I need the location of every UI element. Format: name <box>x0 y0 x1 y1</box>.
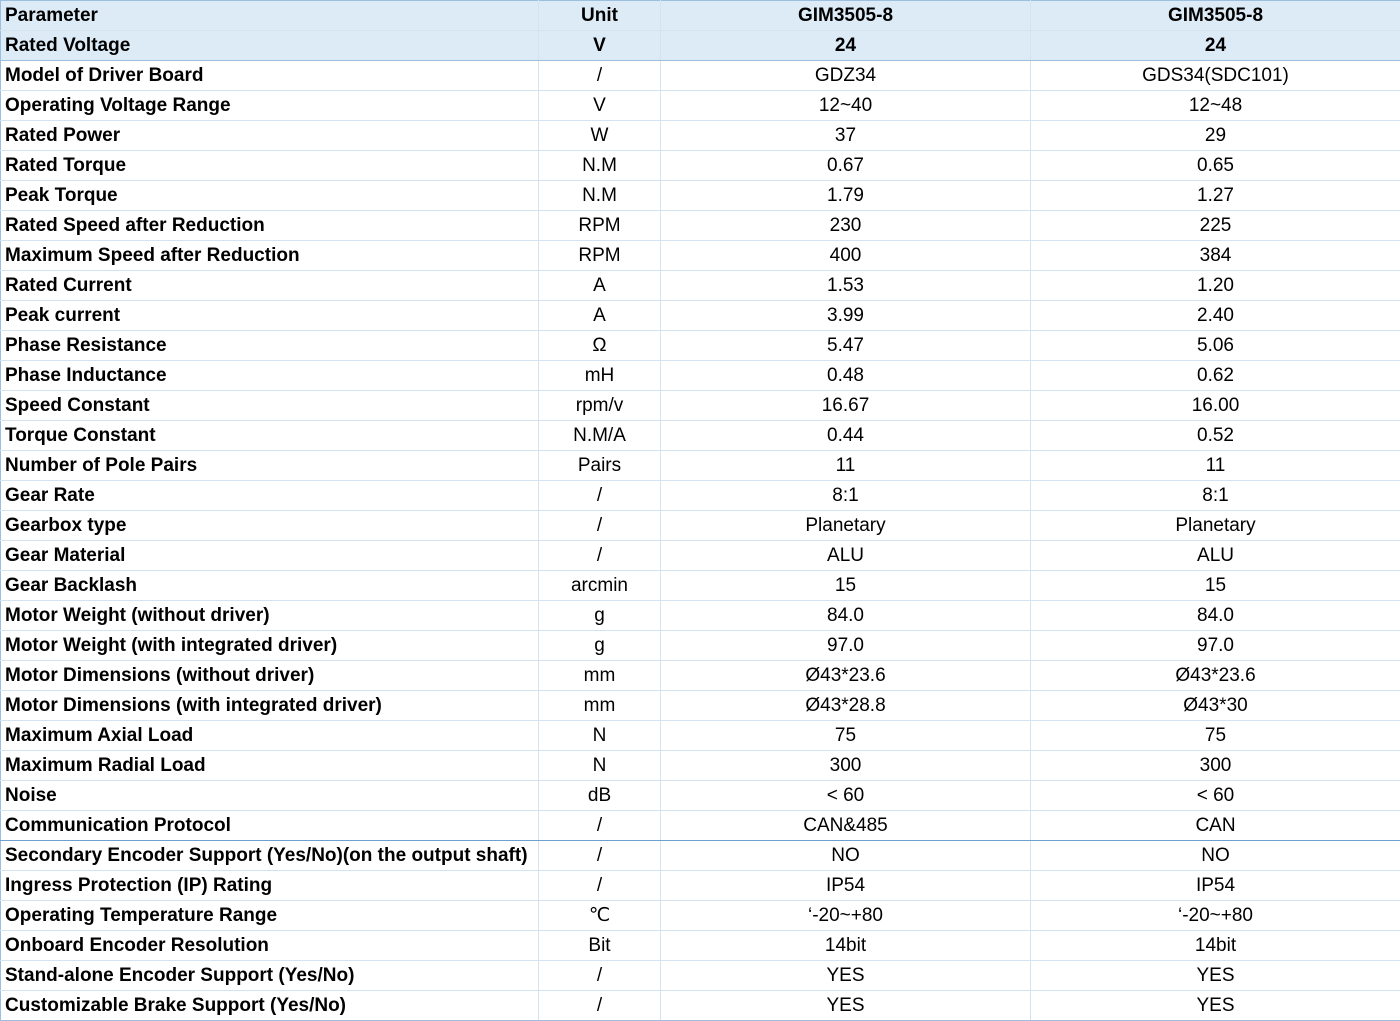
param-cell: Ingress Protection (IP) Rating <box>1 871 539 901</box>
header-unit: Unit <box>539 1 661 31</box>
model-2-value-cell: Ø43*23.6 <box>1031 661 1400 691</box>
model-2-value-cell: 1.20 <box>1031 271 1400 301</box>
model-2-value-cell: Planetary <box>1031 511 1400 541</box>
header-rated-voltage-model-2: 24 <box>1031 31 1400 61</box>
table-row <box>1 361 1400 391</box>
unit-cell: Pairs <box>539 451 661 481</box>
model-1-value-cell: 1.53 <box>661 271 1031 301</box>
unit-cell: W <box>539 121 661 151</box>
table-row <box>1 511 1400 541</box>
unit-cell: N <box>539 751 661 781</box>
model-1-value-cell: 12~40 <box>661 91 1031 121</box>
model-2-value-cell: 225 <box>1031 211 1400 241</box>
model-2-value-cell: 84.0 <box>1031 601 1400 631</box>
header-row-rated-voltage <box>1 31 1400 61</box>
model-1-value-cell: 11 <box>661 451 1031 481</box>
unit-cell: RPM <box>539 211 661 241</box>
table-row <box>1 781 1400 811</box>
model-1-value-cell: Ø43*23.6 <box>661 661 1031 691</box>
table-row <box>1 391 1400 421</box>
model-1-value-cell: 0.67 <box>661 151 1031 181</box>
model-1-value-cell: Ø43*28.8 <box>661 691 1031 721</box>
model-2-value-cell: YES <box>1031 991 1400 1021</box>
header-row <box>1 1 1400 31</box>
unit-cell: / <box>539 841 661 871</box>
table-row <box>1 631 1400 661</box>
unit-cell: / <box>539 871 661 901</box>
model-2-value-cell: IP54 <box>1031 871 1400 901</box>
param-cell: Maximum Speed after Reduction <box>1 241 539 271</box>
model-1-value-cell: 15 <box>661 571 1031 601</box>
param-cell: Customizable Brake Support (Yes/No) <box>1 991 539 1021</box>
model-2-value-cell: NO <box>1031 841 1400 871</box>
unit-cell: dB <box>539 781 661 811</box>
param-cell: Maximum Radial Load <box>1 751 539 781</box>
model-1-value-cell: 16.67 <box>661 391 1031 421</box>
param-cell: Rated Current <box>1 271 539 301</box>
model-2-value-cell: 300 <box>1031 751 1400 781</box>
table-row <box>1 961 1400 991</box>
model-1-value-cell: NO <box>661 841 1031 871</box>
model-2-value-cell: CAN <box>1031 811 1400 841</box>
param-cell: Rated Torque <box>1 151 539 181</box>
unit-cell: A <box>539 301 661 331</box>
param-cell: Torque Constant <box>1 421 539 451</box>
unit-cell: / <box>539 61 661 91</box>
table-row <box>1 181 1400 211</box>
unit-cell: Ω <box>539 331 661 361</box>
model-2-value-cell: 12~48 <box>1031 91 1400 121</box>
model-2-value-cell: YES <box>1031 961 1400 991</box>
param-cell: Number of Pole Pairs <box>1 451 539 481</box>
model-1-value-cell: ALU <box>661 541 1031 571</box>
param-cell: Motor Dimensions (with integrated driver) <box>1 691 539 721</box>
model-1-value-cell: 0.44 <box>661 421 1031 451</box>
model-1-value-cell: CAN&485 <box>661 811 1031 841</box>
model-1-value-cell: Planetary <box>661 511 1031 541</box>
model-2-value-cell: 0.65 <box>1031 151 1400 181</box>
param-cell: Operating Voltage Range <box>1 91 539 121</box>
table-row <box>1 121 1400 151</box>
param-cell: Peak Torque <box>1 181 539 211</box>
param-cell: Gear Rate <box>1 481 539 511</box>
model-1-value-cell: 37 <box>661 121 1031 151</box>
unit-cell: RPM <box>539 241 661 271</box>
param-cell: Phase Resistance <box>1 331 539 361</box>
table-row <box>1 991 1400 1021</box>
unit-cell: / <box>539 511 661 541</box>
param-cell: Motor Weight (without driver) <box>1 601 539 631</box>
model-1-value-cell: 400 <box>661 241 1031 271</box>
table-row <box>1 331 1400 361</box>
param-cell: Onboard Encoder Resolution <box>1 931 539 961</box>
param-cell: Rated Power <box>1 121 539 151</box>
model-1-value-cell: 75 <box>661 721 1031 751</box>
unit-cell: N.M <box>539 181 661 211</box>
table-row <box>1 871 1400 901</box>
model-1-value-cell: 14bit <box>661 931 1031 961</box>
model-1-value-cell: ‘-20~+80 <box>661 901 1031 931</box>
model-1-value-cell: YES <box>661 961 1031 991</box>
table-row <box>1 721 1400 751</box>
unit-cell: / <box>539 481 661 511</box>
header-model-1: GIM3505-8 <box>661 1 1031 31</box>
table-row <box>1 751 1400 781</box>
unit-cell: Bit <box>539 931 661 961</box>
model-2-value-cell: 2.40 <box>1031 301 1400 331</box>
table-row <box>1 481 1400 511</box>
unit-cell: mm <box>539 691 661 721</box>
model-2-value-cell: 97.0 <box>1031 631 1400 661</box>
param-cell: Motor Dimensions (without driver) <box>1 661 539 691</box>
model-2-value-cell: 14bit <box>1031 931 1400 961</box>
param-cell: Speed Constant <box>1 391 539 421</box>
unit-cell: / <box>539 541 661 571</box>
unit-cell: A <box>539 271 661 301</box>
model-1-value-cell: 3.99 <box>661 301 1031 331</box>
unit-cell: mH <box>539 361 661 391</box>
param-cell: Maximum Axial Load <box>1 721 539 751</box>
model-2-value-cell: Ø43*30 <box>1031 691 1400 721</box>
param-cell: Secondary Encoder Support (Yes/No)(on the output shaft) <box>1 841 539 871</box>
header-model-2: GIM3505-8 <box>1031 1 1400 31</box>
param-cell: Gear Backlash <box>1 571 539 601</box>
model-2-value-cell: < 60 <box>1031 781 1400 811</box>
model-1-value-cell: 8:1 <box>661 481 1031 511</box>
table-row <box>1 61 1400 91</box>
model-1-value-cell: 0.48 <box>661 361 1031 391</box>
table-row <box>1 931 1400 961</box>
unit-cell: N.M <box>539 151 661 181</box>
model-2-value-cell: 0.62 <box>1031 361 1400 391</box>
model-1-value-cell: 1.79 <box>661 181 1031 211</box>
table-row <box>1 421 1400 451</box>
model-2-value-cell: 1.27 <box>1031 181 1400 211</box>
header-rated-voltage-unit: V <box>539 31 661 61</box>
table-row <box>1 301 1400 331</box>
model-2-value-cell: 15 <box>1031 571 1400 601</box>
model-2-value-cell: 29 <box>1031 121 1400 151</box>
table-row <box>1 691 1400 721</box>
model-2-value-cell: 11 <box>1031 451 1400 481</box>
param-cell: Phase Inductance <box>1 361 539 391</box>
param-cell: Rated Speed after Reduction <box>1 211 539 241</box>
header-parameter: Parameter <box>1 1 539 31</box>
model-1-value-cell: YES <box>661 991 1031 1021</box>
table-row <box>1 241 1400 271</box>
unit-cell: N <box>539 721 661 751</box>
table-row <box>1 211 1400 241</box>
table-row <box>1 151 1400 181</box>
table-row <box>1 91 1400 121</box>
unit-cell: ℃ <box>539 901 661 931</box>
param-cell: Communication Protocol <box>1 811 539 841</box>
unit-cell: V <box>539 91 661 121</box>
param-cell: Gearbox type <box>1 511 539 541</box>
model-1-value-cell: 97.0 <box>661 631 1031 661</box>
model-1-value-cell: IP54 <box>661 871 1031 901</box>
unit-cell: g <box>539 601 661 631</box>
model-2-value-cell: 75 <box>1031 721 1400 751</box>
model-2-value-cell: 5.06 <box>1031 331 1400 361</box>
table-row <box>1 271 1400 301</box>
param-cell: Motor Weight (with integrated driver) <box>1 631 539 661</box>
model-1-value-cell: GDZ34 <box>661 61 1031 91</box>
model-2-value-cell: 16.00 <box>1031 391 1400 421</box>
table-row <box>1 571 1400 601</box>
model-1-value-cell: < 60 <box>661 781 1031 811</box>
model-1-value-cell: 5.47 <box>661 331 1031 361</box>
param-cell: Operating Temperature Range <box>1 901 539 931</box>
table-row <box>1 811 1400 841</box>
model-2-value-cell: ‘-20~+80 <box>1031 901 1400 931</box>
header-rated-voltage-label: Rated Voltage <box>1 31 539 61</box>
model-2-value-cell: ALU <box>1031 541 1400 571</box>
param-cell: Model of Driver Board <box>1 61 539 91</box>
spec-table-body <box>1 61 1400 1021</box>
unit-cell: mm <box>539 661 661 691</box>
table-row <box>1 841 1400 871</box>
header-rated-voltage-model-1: 24 <box>661 31 1031 61</box>
param-cell: Gear Material <box>1 541 539 571</box>
model-2-value-cell: 0.52 <box>1031 421 1400 451</box>
unit-cell: arcmin <box>539 571 661 601</box>
param-cell: Stand-alone Encoder Support (Yes/No) <box>1 961 539 991</box>
table-row <box>1 601 1400 631</box>
param-cell: Noise <box>1 781 539 811</box>
unit-cell: / <box>539 991 661 1021</box>
unit-cell: N.M/A <box>539 421 661 451</box>
model-2-value-cell: 384 <box>1031 241 1400 271</box>
table-row <box>1 661 1400 691</box>
unit-cell: / <box>539 961 661 991</box>
unit-cell: / <box>539 811 661 841</box>
model-1-value-cell: 300 <box>661 751 1031 781</box>
unit-cell: g <box>539 631 661 661</box>
table-row <box>1 901 1400 931</box>
table-row <box>1 541 1400 571</box>
unit-cell: rpm/v <box>539 391 661 421</box>
model-2-value-cell: GDS34(SDC101) <box>1031 61 1400 91</box>
model-1-value-cell: 84.0 <box>661 601 1031 631</box>
param-cell: Peak current <box>1 301 539 331</box>
model-1-value-cell: 230 <box>661 211 1031 241</box>
table-row <box>1 451 1400 481</box>
model-2-value-cell: 8:1 <box>1031 481 1400 511</box>
